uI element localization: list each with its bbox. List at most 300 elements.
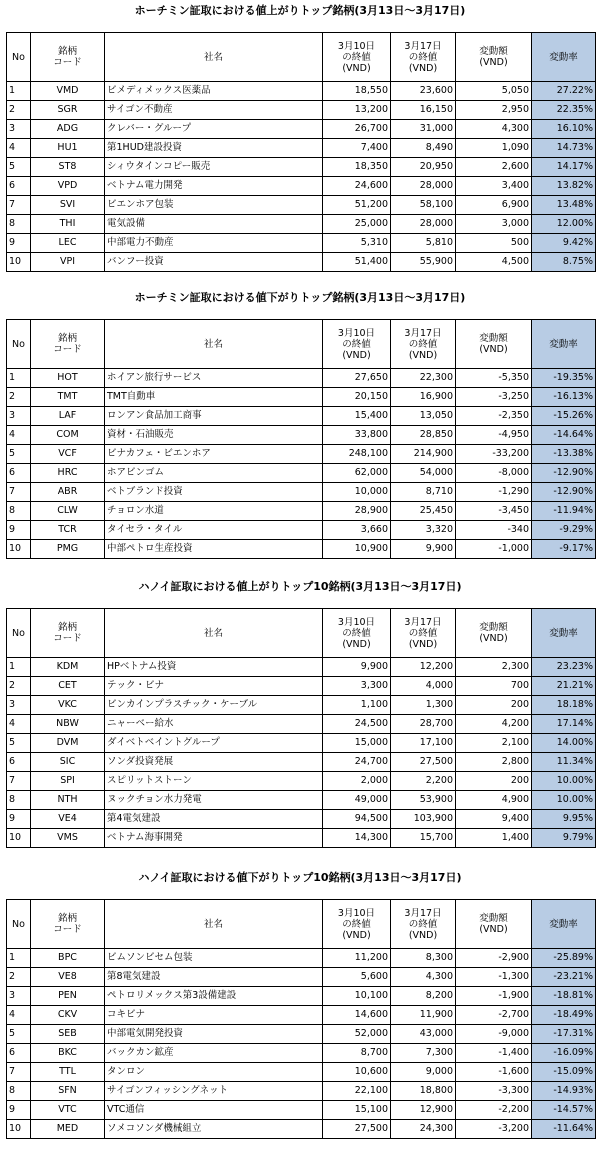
header-after-line: の終値 bbox=[408, 51, 438, 63]
close-before: 22,100 bbox=[323, 1082, 391, 1101]
stock-code: PMG bbox=[31, 540, 105, 559]
stock-code: KDM bbox=[31, 658, 105, 677]
table-row bbox=[7, 464, 596, 483]
table-row bbox=[7, 101, 596, 120]
close-after: 12,900 bbox=[391, 1101, 456, 1120]
header-after-line: (VND) bbox=[408, 638, 438, 650]
price-change: 9,400 bbox=[456, 810, 532, 829]
close-after: 12,200 bbox=[391, 658, 456, 677]
stock-code: VTC bbox=[31, 1101, 105, 1120]
close-before: 15,100 bbox=[323, 1101, 391, 1120]
close-after: 7,300 bbox=[391, 1044, 456, 1063]
header-before-line: (VND) bbox=[342, 62, 371, 74]
table-row bbox=[7, 234, 596, 253]
header-code-line: 銘柄 bbox=[57, 333, 77, 344]
header-name bbox=[105, 609, 323, 658]
company-name: シィウタインコピー販売 bbox=[105, 158, 323, 177]
company-name: ペトロリメックス第3設備建設 bbox=[105, 987, 323, 1006]
stock-table bbox=[6, 899, 596, 1139]
change-rate: -13.38% bbox=[532, 445, 596, 464]
stock-code: HU1 bbox=[31, 139, 105, 158]
row-number: 10 bbox=[7, 829, 31, 848]
price-change: 2,950 bbox=[456, 101, 532, 120]
change-rate: 10.00% bbox=[532, 772, 596, 791]
header-code bbox=[31, 33, 105, 82]
row-number: 1 bbox=[7, 658, 31, 677]
close-before: 9,900 bbox=[323, 658, 391, 677]
header-before-line: の終値 bbox=[342, 51, 371, 63]
company-name: 中部電力不動産 bbox=[105, 234, 323, 253]
price-change: -4,950 bbox=[456, 426, 532, 445]
price-change: -9,000 bbox=[456, 1025, 532, 1044]
close-before: 3,300 bbox=[323, 677, 391, 696]
company-name: サイゴンフィッシングネット bbox=[105, 1082, 323, 1101]
header-rate-label: 変動率 bbox=[549, 627, 578, 639]
close-after: 214,900 bbox=[391, 445, 456, 464]
header-change-line: 変動額 bbox=[479, 622, 508, 633]
row-number: 10 bbox=[7, 540, 31, 559]
table-row bbox=[7, 253, 596, 272]
close-before: 51,400 bbox=[323, 253, 391, 272]
stock-code: BKC bbox=[31, 1044, 105, 1063]
company-name: ソンダ投資発展 bbox=[105, 753, 323, 772]
table-row bbox=[7, 483, 596, 502]
table-row bbox=[7, 177, 596, 196]
stock-code: CET bbox=[31, 677, 105, 696]
header-name-label: 社名 bbox=[203, 338, 223, 350]
price-change: -2,350 bbox=[456, 407, 532, 426]
header-after-line: の終値 bbox=[408, 627, 438, 639]
header-before-close bbox=[323, 609, 391, 658]
stock-code: SPI bbox=[31, 772, 105, 791]
header-after-close bbox=[391, 33, 456, 82]
change-rate: -15.09% bbox=[532, 1063, 596, 1082]
close-after: 23,600 bbox=[391, 82, 456, 101]
price-change: -1,900 bbox=[456, 987, 532, 1006]
stock-code: CKV bbox=[31, 1006, 105, 1025]
header-after-line: (VND) bbox=[408, 349, 438, 361]
table-row bbox=[7, 810, 596, 829]
company-name: ベトナム海事開発 bbox=[105, 829, 323, 848]
table-row bbox=[7, 734, 596, 753]
row-number: 7 bbox=[7, 772, 31, 791]
price-change: -1,290 bbox=[456, 483, 532, 502]
change-rate: 23.23% bbox=[532, 658, 596, 677]
change-rate: 10.00% bbox=[532, 791, 596, 810]
header-change bbox=[456, 900, 532, 949]
header-row bbox=[7, 900, 596, 949]
header-no bbox=[7, 900, 31, 949]
close-after: 8,300 bbox=[391, 949, 456, 968]
company-name: 中部電気開発投資 bbox=[105, 1025, 323, 1044]
close-before: 94,500 bbox=[323, 810, 391, 829]
header-code-line: コード bbox=[53, 924, 82, 935]
table-row bbox=[7, 715, 596, 734]
row-number: 3 bbox=[7, 696, 31, 715]
header-before-close bbox=[323, 320, 391, 369]
change-rate: -25.89% bbox=[532, 949, 596, 968]
company-name: 資材・石油販売 bbox=[105, 426, 323, 445]
close-after: 20,950 bbox=[391, 158, 456, 177]
close-before: 27,650 bbox=[323, 369, 391, 388]
company-name: タンロン bbox=[105, 1063, 323, 1082]
company-name: クレバー・グループ bbox=[105, 120, 323, 139]
table-row bbox=[7, 120, 596, 139]
change-rate: -11.64% bbox=[532, 1120, 596, 1139]
close-before: 49,000 bbox=[323, 791, 391, 810]
table-row bbox=[7, 1101, 596, 1120]
header-no-label: No bbox=[12, 51, 25, 63]
table-row bbox=[7, 407, 596, 426]
header-no-label: No bbox=[12, 627, 25, 639]
header-rate-label: 変動率 bbox=[549, 51, 578, 63]
table-row bbox=[7, 772, 596, 791]
row-number: 4 bbox=[7, 139, 31, 158]
section-title: ホーチミン証取における値上がりトップ銘柄(3月13日～3月17日) bbox=[134, 4, 466, 17]
company-name: 中部ペトロ生産投資 bbox=[105, 540, 323, 559]
close-after: 28,700 bbox=[391, 715, 456, 734]
row-number: 3 bbox=[7, 407, 31, 426]
table-row bbox=[7, 139, 596, 158]
table-row bbox=[7, 1120, 596, 1139]
header-name-label: 社名 bbox=[203, 51, 223, 63]
row-number: 5 bbox=[7, 1025, 31, 1044]
table-row bbox=[7, 829, 596, 848]
price-change: 1,400 bbox=[456, 829, 532, 848]
header-code-line: コード bbox=[53, 57, 82, 68]
price-change: 4,200 bbox=[456, 715, 532, 734]
close-before: 28,900 bbox=[323, 502, 391, 521]
close-before: 13,200 bbox=[323, 101, 391, 120]
close-after: 27,500 bbox=[391, 753, 456, 772]
close-after: 18,800 bbox=[391, 1082, 456, 1101]
row-number: 10 bbox=[7, 253, 31, 272]
header-rate bbox=[532, 320, 596, 369]
close-after: 22,300 bbox=[391, 369, 456, 388]
row-number: 9 bbox=[7, 234, 31, 253]
table-row bbox=[7, 158, 596, 177]
table-row bbox=[7, 1063, 596, 1082]
stock-code: VPD bbox=[31, 177, 105, 196]
company-name: サイゴン不動産 bbox=[105, 101, 323, 120]
change-rate: 9.79% bbox=[532, 829, 596, 848]
change-rate: -14.57% bbox=[532, 1101, 596, 1120]
company-name: ビンカインプラスチック・ケーブル bbox=[105, 696, 323, 715]
close-after: 24,300 bbox=[391, 1120, 456, 1139]
stock-code: BPC bbox=[31, 949, 105, 968]
change-rate: -9.29% bbox=[532, 521, 596, 540]
row-number: 2 bbox=[7, 388, 31, 407]
close-before: 10,000 bbox=[323, 483, 391, 502]
price-change: -1,300 bbox=[456, 968, 532, 987]
header-code bbox=[31, 609, 105, 658]
change-rate: 14.17% bbox=[532, 158, 596, 177]
stock-table bbox=[6, 319, 596, 559]
company-name: ビナカフェ・ビエンホア bbox=[105, 445, 323, 464]
row-number: 3 bbox=[7, 120, 31, 139]
row-number: 7 bbox=[7, 483, 31, 502]
company-name: 電気設備 bbox=[105, 215, 323, 234]
price-change: -2,200 bbox=[456, 1101, 532, 1120]
company-name: ビメディメックス医薬品 bbox=[105, 82, 323, 101]
stock-code: VMS bbox=[31, 829, 105, 848]
price-change: -1,000 bbox=[456, 540, 532, 559]
close-after: 4,300 bbox=[391, 968, 456, 987]
company-name: ダイベトベイントグループ bbox=[105, 734, 323, 753]
price-change: -3,250 bbox=[456, 388, 532, 407]
header-rate bbox=[532, 609, 596, 658]
close-before: 26,700 bbox=[323, 120, 391, 139]
stock-code: SEB bbox=[31, 1025, 105, 1044]
header-rate-label: 変動率 bbox=[549, 338, 578, 350]
price-change: 4,500 bbox=[456, 253, 532, 272]
table-row bbox=[7, 196, 596, 215]
company-name: VTC通信 bbox=[105, 1101, 323, 1120]
header-change-line: 変動額 bbox=[479, 46, 508, 57]
company-name: 第1HUD建設投資 bbox=[105, 139, 323, 158]
close-before: 5,310 bbox=[323, 234, 391, 253]
close-before: 3,660 bbox=[323, 521, 391, 540]
stock-table bbox=[6, 32, 596, 272]
stock-code: VCF bbox=[31, 445, 105, 464]
stock-code: VE8 bbox=[31, 968, 105, 987]
change-rate: -16.09% bbox=[532, 1044, 596, 1063]
row-number: 6 bbox=[7, 1044, 31, 1063]
change-rate: -14.93% bbox=[532, 1082, 596, 1101]
header-before-line: (VND) bbox=[342, 929, 371, 941]
close-after: 9,900 bbox=[391, 540, 456, 559]
price-change: -5,350 bbox=[456, 369, 532, 388]
company-name: 第8電気建設 bbox=[105, 968, 323, 987]
change-rate: 27.22% bbox=[532, 82, 596, 101]
close-before: 24,600 bbox=[323, 177, 391, 196]
row-number: 7 bbox=[7, 196, 31, 215]
header-change-line: (VND) bbox=[479, 924, 508, 935]
close-before: 15,000 bbox=[323, 734, 391, 753]
table-row bbox=[7, 445, 596, 464]
row-number: 9 bbox=[7, 810, 31, 829]
stock-code: SIC bbox=[31, 753, 105, 772]
price-change: -2,700 bbox=[456, 1006, 532, 1025]
close-after: 58,100 bbox=[391, 196, 456, 215]
close-after: 28,000 bbox=[391, 177, 456, 196]
close-before: 14,300 bbox=[323, 829, 391, 848]
company-name: チョロン水道 bbox=[105, 502, 323, 521]
stock-code: SFN bbox=[31, 1082, 105, 1101]
price-change: -340 bbox=[456, 521, 532, 540]
row-number: 6 bbox=[7, 753, 31, 772]
price-change: 3,400 bbox=[456, 177, 532, 196]
company-name: ホイアン旅行サービス bbox=[105, 369, 323, 388]
price-change: 2,100 bbox=[456, 734, 532, 753]
stock-code: SVI bbox=[31, 196, 105, 215]
header-after-close bbox=[391, 900, 456, 949]
change-rate: 13.82% bbox=[532, 177, 596, 196]
stock-code: VE4 bbox=[31, 810, 105, 829]
header-no bbox=[7, 320, 31, 369]
change-rate: -16.13% bbox=[532, 388, 596, 407]
row-number: 8 bbox=[7, 502, 31, 521]
company-name: テック・ビナ bbox=[105, 677, 323, 696]
price-change: 3,000 bbox=[456, 215, 532, 234]
close-before: 20,150 bbox=[323, 388, 391, 407]
price-change: 6,900 bbox=[456, 196, 532, 215]
close-after: 28,850 bbox=[391, 426, 456, 445]
change-rate: 22.35% bbox=[532, 101, 596, 120]
price-change: 700 bbox=[456, 677, 532, 696]
change-rate: -18.81% bbox=[532, 987, 596, 1006]
stock-code: LEC bbox=[31, 234, 105, 253]
table-row bbox=[7, 502, 596, 521]
header-before-line: の終値 bbox=[342, 338, 371, 350]
row-number: 4 bbox=[7, 1006, 31, 1025]
close-after: 16,150 bbox=[391, 101, 456, 120]
change-rate: 9.42% bbox=[532, 234, 596, 253]
header-before-line: (VND) bbox=[342, 638, 371, 650]
row-number: 8 bbox=[7, 215, 31, 234]
company-name: ヌックチョン水力発電 bbox=[105, 791, 323, 810]
close-after: 8,200 bbox=[391, 987, 456, 1006]
table-row bbox=[7, 987, 596, 1006]
header-after-line: 3月17日 bbox=[404, 40, 442, 52]
table-row bbox=[7, 540, 596, 559]
change-rate: 9.95% bbox=[532, 810, 596, 829]
change-rate: -15.26% bbox=[532, 407, 596, 426]
table-row bbox=[7, 82, 596, 101]
stock-code: SGR bbox=[31, 101, 105, 120]
row-number: 1 bbox=[7, 949, 31, 968]
header-code-line: コード bbox=[53, 633, 82, 644]
company-name: ビエンホア包装 bbox=[105, 196, 323, 215]
table-row bbox=[7, 696, 596, 715]
stock-code: HRC bbox=[31, 464, 105, 483]
header-rate bbox=[532, 33, 596, 82]
close-after: 5,810 bbox=[391, 234, 456, 253]
stock-code: ST8 bbox=[31, 158, 105, 177]
header-before-line: の終値 bbox=[342, 918, 371, 930]
stock-code: HOT bbox=[31, 369, 105, 388]
table-row bbox=[7, 521, 596, 540]
company-name: コキビナ bbox=[105, 1006, 323, 1025]
price-change: 5,050 bbox=[456, 82, 532, 101]
header-after-close bbox=[391, 320, 456, 369]
close-after: 9,000 bbox=[391, 1063, 456, 1082]
close-before: 7,400 bbox=[323, 139, 391, 158]
close-before: 5,600 bbox=[323, 968, 391, 987]
header-row bbox=[7, 609, 596, 658]
price-change: 2,600 bbox=[456, 158, 532, 177]
table-row bbox=[7, 1006, 596, 1025]
header-name-label: 社名 bbox=[203, 918, 223, 930]
header-no-label: No bbox=[12, 918, 25, 930]
close-before: 11,200 bbox=[323, 949, 391, 968]
section-title: ハノイ証取における値下がりトップ10銘柄(3月13日～3月17日) bbox=[138, 871, 462, 884]
header-after-line: 3月17日 bbox=[404, 327, 442, 339]
close-after: 15,700 bbox=[391, 829, 456, 848]
company-name: ホアビンゴム bbox=[105, 464, 323, 483]
close-after: 17,100 bbox=[391, 734, 456, 753]
header-change-line: 変動額 bbox=[479, 913, 508, 924]
table-row bbox=[7, 677, 596, 696]
stock-code: NTH bbox=[31, 791, 105, 810]
stock-code: VMD bbox=[31, 82, 105, 101]
row-number: 9 bbox=[7, 1101, 31, 1120]
close-after: 43,000 bbox=[391, 1025, 456, 1044]
price-change: 2,800 bbox=[456, 753, 532, 772]
close-before: 18,350 bbox=[323, 158, 391, 177]
close-before: 10,900 bbox=[323, 540, 391, 559]
row-number: 5 bbox=[7, 158, 31, 177]
row-number: 5 bbox=[7, 445, 31, 464]
header-no-label: No bbox=[12, 338, 25, 350]
header-code-line: 銘柄 bbox=[57, 913, 77, 924]
row-number: 2 bbox=[7, 968, 31, 987]
stock-code: COM bbox=[31, 426, 105, 445]
header-no bbox=[7, 33, 31, 82]
change-rate: -23.21% bbox=[532, 968, 596, 987]
change-rate: -11.94% bbox=[532, 502, 596, 521]
company-name: バックカン鉱産 bbox=[105, 1044, 323, 1063]
header-after-line: (VND) bbox=[408, 62, 438, 74]
close-after: 55,900 bbox=[391, 253, 456, 272]
header-rate-label: 変動率 bbox=[549, 918, 578, 930]
row-number: 3 bbox=[7, 987, 31, 1006]
company-name: ベトナム電力開発 bbox=[105, 177, 323, 196]
table-row bbox=[7, 388, 596, 407]
company-name: ニャーベー給水 bbox=[105, 715, 323, 734]
header-after-line: の終値 bbox=[408, 338, 438, 350]
close-before: 10,100 bbox=[323, 987, 391, 1006]
stock-code: VPI bbox=[31, 253, 105, 272]
close-after: 3,320 bbox=[391, 521, 456, 540]
row-number: 5 bbox=[7, 734, 31, 753]
price-change: 4,300 bbox=[456, 120, 532, 139]
table-row bbox=[7, 968, 596, 987]
header-code-line: 銘柄 bbox=[57, 622, 77, 633]
table-row bbox=[7, 753, 596, 772]
header-rate bbox=[532, 900, 596, 949]
stock-code: ADG bbox=[31, 120, 105, 139]
close-after: 13,050 bbox=[391, 407, 456, 426]
header-name bbox=[105, 320, 323, 369]
row-number: 9 bbox=[7, 521, 31, 540]
header-change bbox=[456, 320, 532, 369]
close-before: 25,000 bbox=[323, 215, 391, 234]
change-rate: -14.64% bbox=[532, 426, 596, 445]
close-before: 15,400 bbox=[323, 407, 391, 426]
header-change bbox=[456, 33, 532, 82]
change-rate: 8.75% bbox=[532, 253, 596, 272]
close-before: 10,600 bbox=[323, 1063, 391, 1082]
row-number: 8 bbox=[7, 791, 31, 810]
close-after: 54,000 bbox=[391, 464, 456, 483]
price-change: -8,000 bbox=[456, 464, 532, 483]
close-after: 11,900 bbox=[391, 1006, 456, 1025]
header-code-line: 銘柄 bbox=[57, 46, 77, 57]
header-before-line: 3月10日 bbox=[337, 907, 376, 919]
close-before: 51,200 bbox=[323, 196, 391, 215]
stock-code: MED bbox=[31, 1120, 105, 1139]
header-code-line: コード bbox=[53, 344, 82, 355]
close-after: 4,000 bbox=[391, 677, 456, 696]
header-name bbox=[105, 33, 323, 82]
stock-code: PEN bbox=[31, 987, 105, 1006]
close-after: 31,000 bbox=[391, 120, 456, 139]
stock-code: THI bbox=[31, 215, 105, 234]
stock-code: TMT bbox=[31, 388, 105, 407]
close-before: 27,500 bbox=[323, 1120, 391, 1139]
company-name: バンフー投資 bbox=[105, 253, 323, 272]
